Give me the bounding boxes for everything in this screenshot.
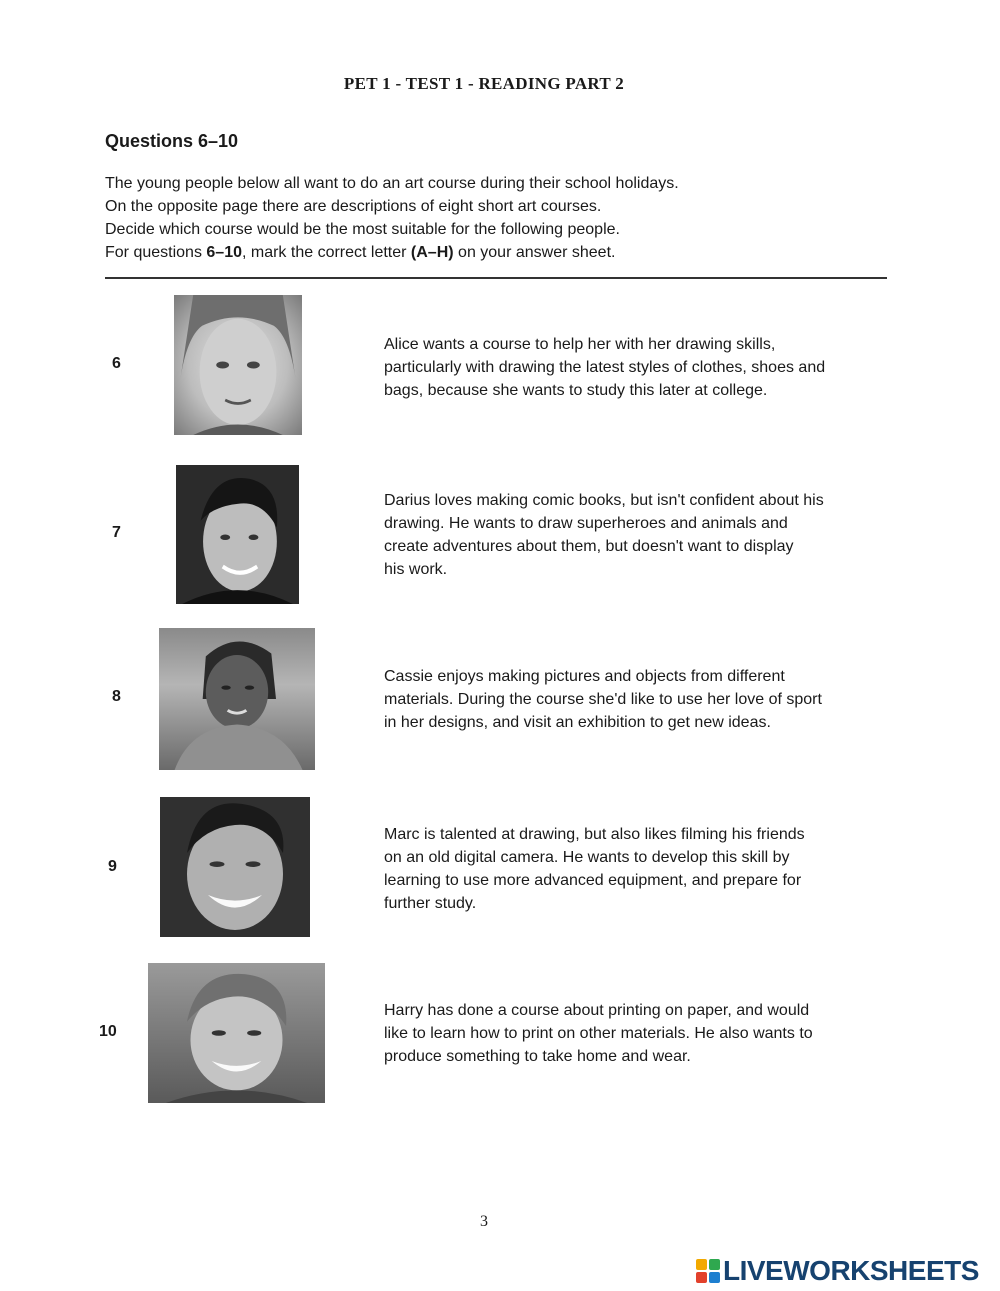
question-description xyxy=(384,489,894,581)
description-line: create adventures about them, but doesn't want to display xyxy=(384,538,794,555)
question-description xyxy=(384,823,894,915)
questions-heading: Questions 6–10 xyxy=(105,131,239,151)
instructions xyxy=(105,172,805,264)
watermark-text: LIVEWORKSHEETS xyxy=(723,1255,979,1286)
description-line: produce something to take home and wear. xyxy=(384,1048,691,1065)
description-line: Alice wants a course to help her with her drawing skills, xyxy=(384,336,776,353)
description-line: particularly with drawing the latest styles of clothes, shoes and xyxy=(384,359,826,376)
question-number: 7 xyxy=(112,524,121,541)
description-line: on an old digital camera. He wants to develop this skill by xyxy=(384,849,790,866)
instruction-range: 6–10 xyxy=(206,244,242,261)
question-number: 6 xyxy=(112,355,121,372)
description-line: bags, because she wants to study this later at college. xyxy=(384,382,768,399)
page-number: 3 xyxy=(480,1213,488,1230)
girl-portrait-photo xyxy=(159,628,315,770)
boy-portrait-photo xyxy=(148,963,325,1103)
instruction-line: On the opposite page there are descriptions of eight short art courses. xyxy=(105,198,602,215)
question-description xyxy=(384,333,894,402)
description-line: Cassie enjoys making pictures and objects from different xyxy=(384,668,785,685)
instruction-prefix: For questions xyxy=(105,244,207,261)
description-line: drawing. He wants to draw superheroes and animals and xyxy=(384,515,788,532)
logo-tile xyxy=(696,1259,707,1270)
liveworksheets-watermark xyxy=(696,1254,979,1288)
instruction-line: The young people below all want to do an art course during their school holidays. xyxy=(105,175,679,192)
description-line: in her designs, and visit an exhibition to get new ideas. xyxy=(384,714,771,731)
instruction-suffix: on your answer sheet. xyxy=(453,244,616,261)
liveworksheets-logo-icon xyxy=(696,1259,720,1283)
boy-portrait-photo xyxy=(160,797,310,937)
instruction-letters: (A–H) xyxy=(410,244,454,261)
page-header-title: PET 1 - TEST 1 - READING PART 2 xyxy=(343,74,625,93)
girl-portrait-photo xyxy=(174,295,302,435)
boy-portrait-photo xyxy=(176,465,299,604)
logo-tile xyxy=(709,1259,720,1270)
question-description xyxy=(384,999,894,1068)
question-number: 10 xyxy=(99,1023,117,1040)
instruction-line xyxy=(105,241,805,264)
description-line: Harry has done a course about printing on paper, and would xyxy=(384,1002,810,1019)
instruction-middle: , mark the correct letter xyxy=(241,244,411,261)
description-line: like to learn how to print on other materials. He also wants to xyxy=(384,1025,813,1042)
instruction-line: Decide which course would be the most suitable for the following people. xyxy=(105,221,620,238)
description-line: learning to use more advanced equipment, and prepare for xyxy=(384,872,802,889)
description-line: Marc is talented at drawing, but also likes filming his friends xyxy=(384,826,805,843)
description-line: further study. xyxy=(384,895,477,912)
logo-tile xyxy=(696,1272,707,1283)
question-description xyxy=(384,665,894,734)
description-line: Darius loves making comic books, but isn't confident about his xyxy=(384,492,824,509)
description-line: his work. xyxy=(384,561,448,578)
question-number: 8 xyxy=(112,688,121,705)
divider xyxy=(105,277,887,279)
logo-tile xyxy=(709,1272,720,1283)
description-line: materials. During the course she'd like to use her love of sport xyxy=(384,691,822,708)
question-number: 9 xyxy=(108,858,117,875)
